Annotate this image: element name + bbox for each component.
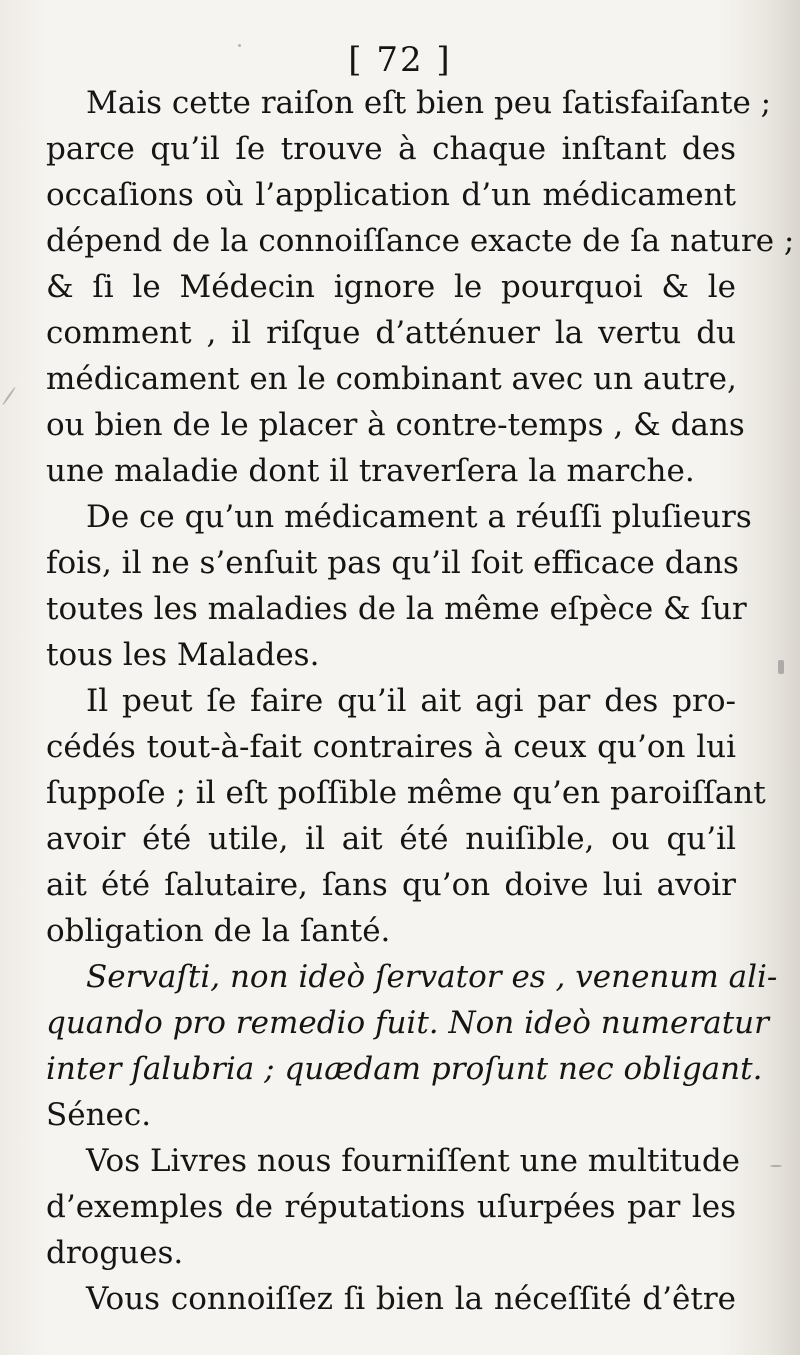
ink-speck xyxy=(238,44,241,47)
text-line: Mais cette raiſon eſt bien peu ſatisfaiſante ; xyxy=(86,85,772,121)
ink-speck xyxy=(778,660,784,674)
text-line: & ſi le Médecin ignore le pourquoi & le xyxy=(46,269,736,305)
text-line: d’exemples de réputations uſurpées par les xyxy=(46,1189,736,1225)
text-line: comment , il riſque d’atténuer la vertu du xyxy=(46,315,736,351)
text-line: ait été ſalutaire, ſans qu’on doive lui avoir xyxy=(46,867,736,903)
text-line: Vos Livres nous fourniſſent une multitude xyxy=(86,1143,741,1179)
ink-speck xyxy=(2,386,16,405)
text-line: avoir été utile, il ait été nuiſible, ou qu’il xyxy=(46,821,736,857)
latin-quotation xyxy=(46,954,778,1138)
text-line: ou bien de le placer à contre-temps , & dans xyxy=(46,407,745,443)
page-number: [ 72 ] xyxy=(348,40,452,80)
paragraph xyxy=(46,80,795,494)
text-line: inter ſalubria ; quædam proſunt nec obligant. xyxy=(46,1051,763,1087)
text-line: fois, il ne s’enſuit pas qu’il ſoit efficace dans xyxy=(46,545,739,581)
text-line: parce qu’il ſe trouve à chaque inſtant des xyxy=(46,131,736,167)
text-line: tous les Malades. xyxy=(46,637,320,673)
text-line: drogues. xyxy=(46,1235,184,1271)
paragraph xyxy=(46,1276,736,1322)
paragraph xyxy=(46,1138,741,1276)
text-line: cédés tout-à-fait contraires à ceux qu’on lui xyxy=(46,729,736,765)
paragraph xyxy=(46,494,752,678)
page-text xyxy=(46,80,795,1322)
quotation-source: Sénec. xyxy=(46,1097,152,1133)
text-line: Vous connoiſſez ſi bien la néceſſité d’être xyxy=(86,1281,736,1317)
text-line: toutes les maladies de la même eſpèce & ſur xyxy=(46,591,747,627)
text-line: dépend de la connoiſſance exacte de ſa nature ; xyxy=(46,223,795,259)
text-line: occaſions où l’application d’un médicament xyxy=(46,177,736,213)
text-line: quando pro remedio fuit. Non ideò numeratur xyxy=(46,1005,769,1041)
text-line: Il peut ſe faire qu’il ait agi par des pro- xyxy=(86,683,736,719)
text-line: une maladie dont il traverſera la marche. xyxy=(46,453,695,489)
text-line: ſuppoſe ; il eſt poſſible même qu’en paroiſſant xyxy=(46,775,766,811)
paragraph xyxy=(46,678,766,954)
text-line: De ce qu’un médicament a réuſſi pluſieurs xyxy=(86,499,752,535)
text-line: Servaſti, non ideò ſervator es , venenum ali- xyxy=(86,959,778,995)
text-line: médicament en le combinant avec un autre, xyxy=(46,361,737,397)
text-line: obligation de la ſanté. xyxy=(46,913,391,949)
ink-speck xyxy=(770,1165,782,1167)
